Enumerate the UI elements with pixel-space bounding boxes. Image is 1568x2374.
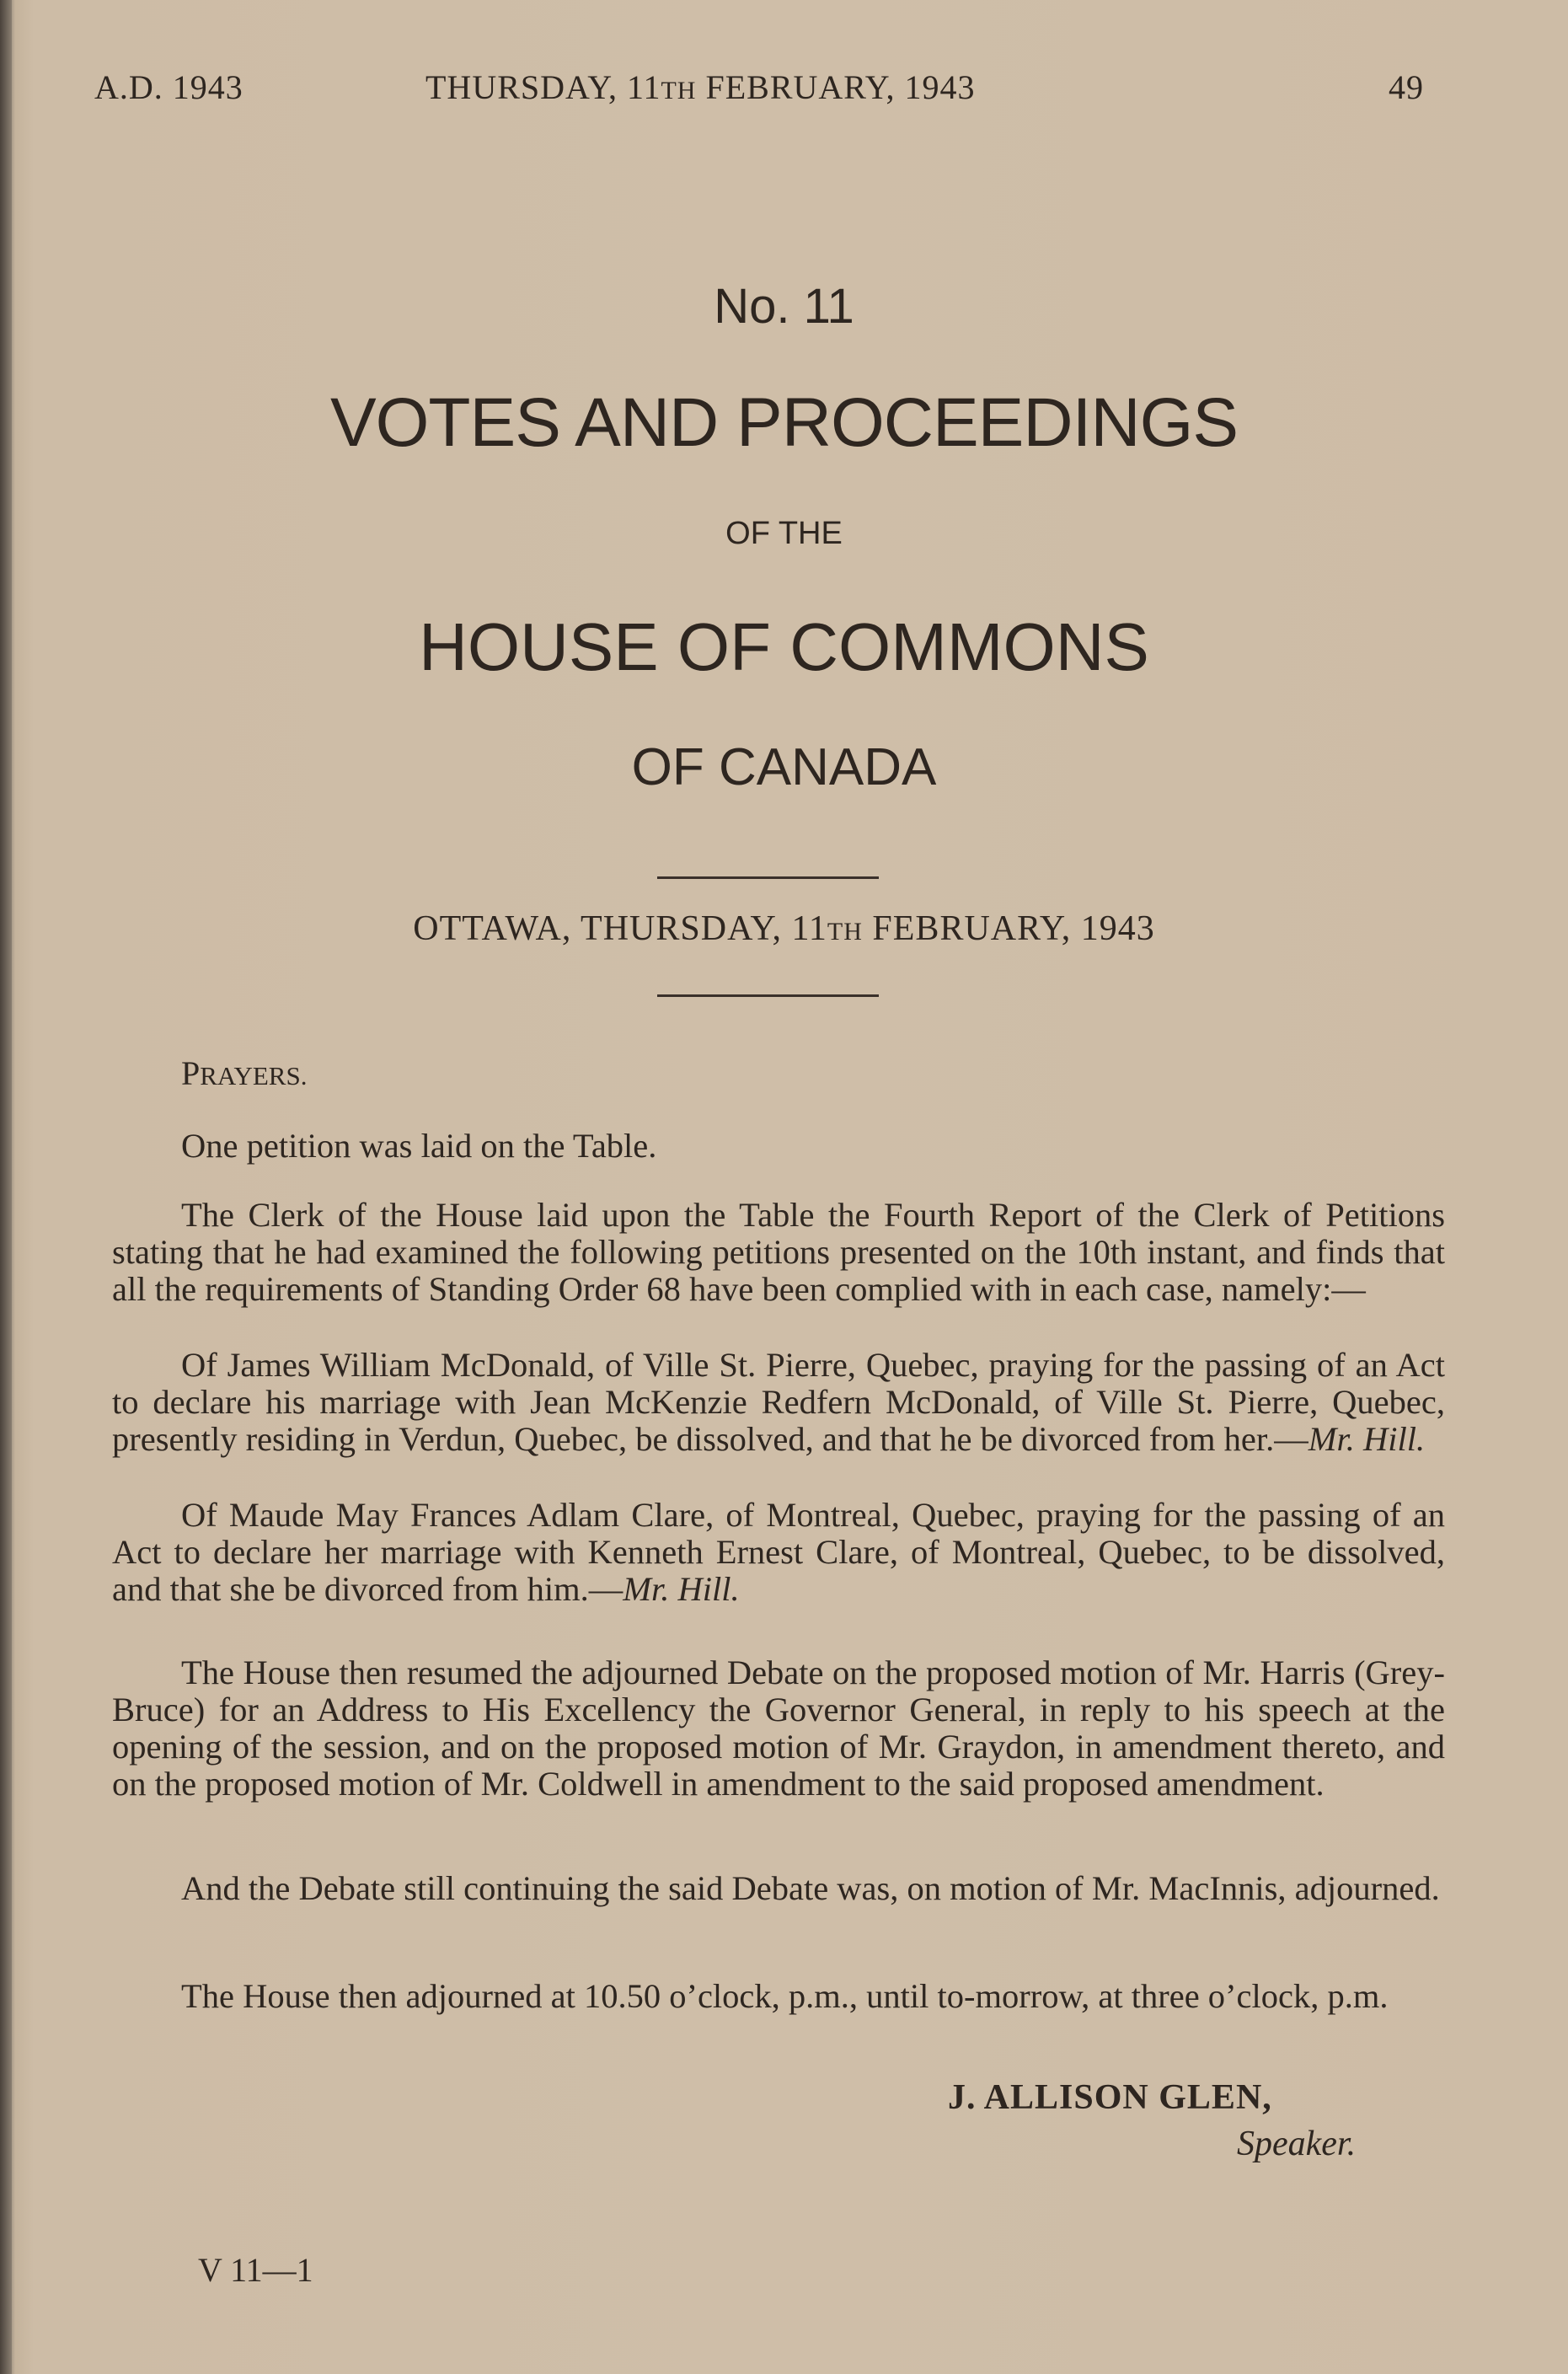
page-number: 49 [1389, 68, 1424, 106]
petition-mcdonald: Of James William McDonald, of Ville St. Pierre, Quebec, praying for the passing of an Act to declare his marriage with Jean McKenzie Redfern McDonald, of Ville St. Pierre, Quebec, presently residing in Verdun, Quebec, be dissolved, and that he be divorced from her.—Mr. Hill. [112, 1346, 1445, 1458]
title-of-the: OF THE [725, 516, 843, 551]
signature-title: Speaker. [1237, 2125, 1357, 2163]
debate-paragraph: The House then resumed the adjourned Debate on the proposed motion of Mr. Harris (Grey-Bruce) for an Address to His Excellency the Governor General, in reply to his speech at the opening of the session, and on the proposed motion of Mr. Graydon, in amendment thereto, and on the proposed motion of Mr. Coldwell in amendment to the said proposed amendment. [112, 1653, 1445, 1803]
adjourned-debate-paragraph: And the Debate still continuing the said Debate was, on motion of Mr. MacInnis, adjourned. [181, 1869, 1440, 1907]
country-title: OF CANADA [631, 738, 937, 796]
document-title: VOTES AND PROCEEDINGS [329, 384, 1239, 461]
adjournment-paragraph: The House then adjourned at 10.50 o’clock, p.m., until to-morrow, at three o’clock, p.m. [181, 1977, 1389, 2015]
issue-number: No. 11 [714, 279, 854, 334]
page-binding-edge [0, 0, 12, 2374]
top-rule [657, 876, 879, 879]
running-head-year: A.D. 1943 [94, 68, 243, 106]
prayers-heading: PRAYERS. [181, 1054, 308, 1092]
bottom-rule [657, 994, 879, 997]
running-head [0, 67, 1568, 118]
petition-paragraph: One petition was laid on the Table. [181, 1127, 657, 1165]
footer-code: V 11—1 [198, 2251, 313, 2289]
dateline: OTTAWA, THURSDAY, 11TH FEBRUARY, 1943 [413, 909, 1155, 948]
petition-clare: Of Maude May Frances Adlam Clare, of Montreal, Quebec, praying for the passing of an Act to declare her marriage with Kenneth Ernest Clare, of Montreal, Quebec, to be dissolved, and that she be divorced from him.—Mr. Hill. [112, 1496, 1445, 1608]
running-head-date: THURSDAY, 11TH FEBRUARY, 1943 [425, 68, 976, 106]
signature-name: J. ALLISON GLEN, [948, 2078, 1272, 2117]
house-title: HOUSE OF COMMONS [419, 609, 1149, 684]
clerk-report-paragraph: The Clerk of the House laid upon the Table the Fourth Report of the Clerk of Petitions stating that he had examined the following petitions presented on the 10th instant, and finds that all the requirements of Standing Order 68 have been complied with in each case, namely:— [112, 1196, 1445, 1308]
